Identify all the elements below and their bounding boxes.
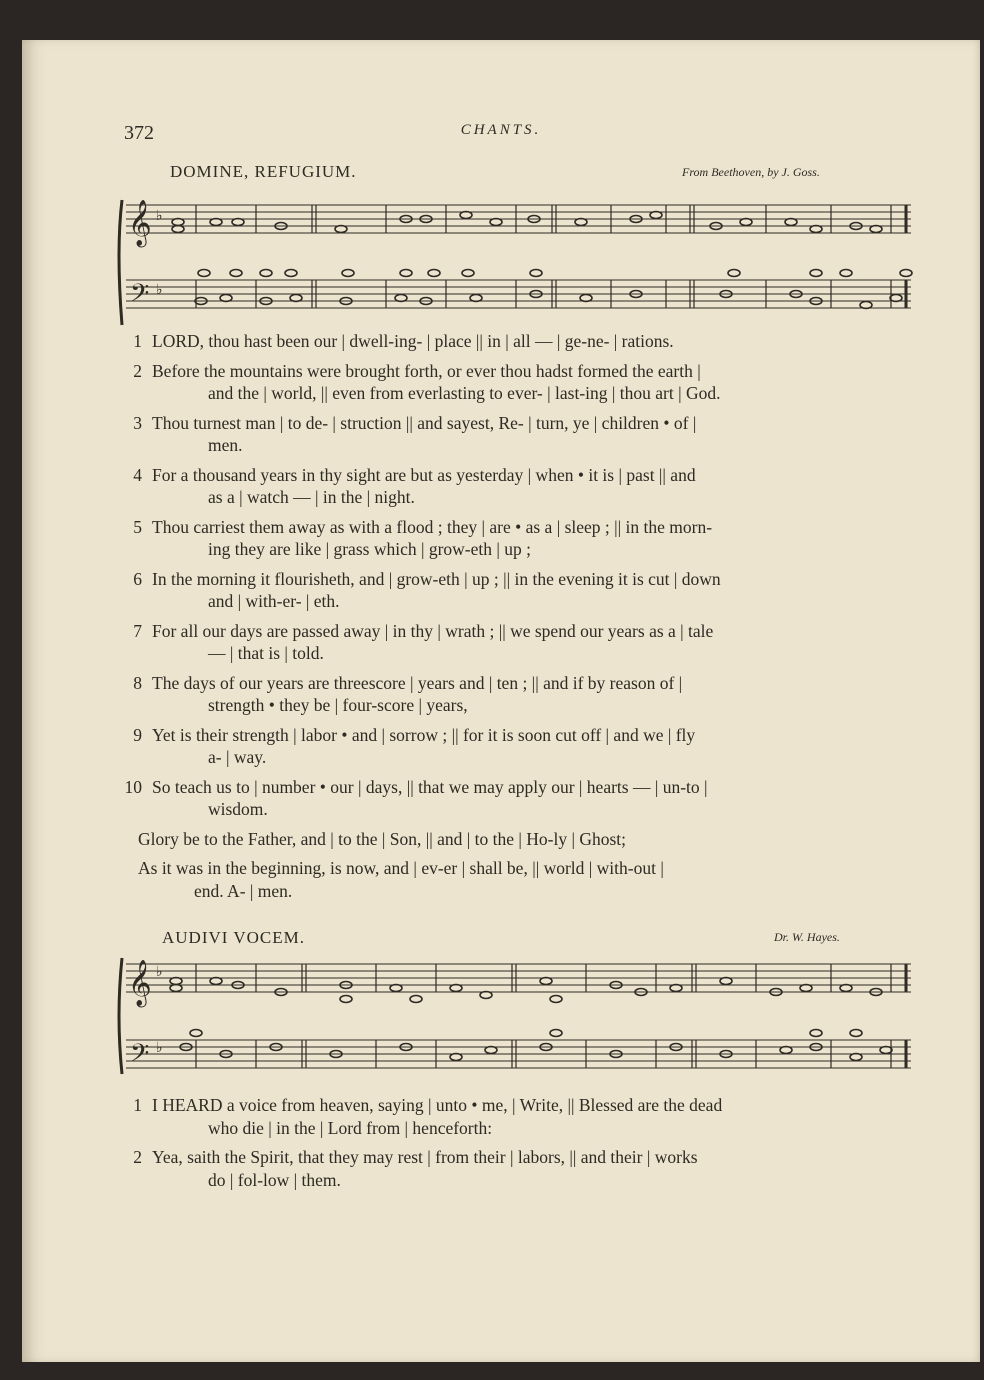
attribution-goss: From Beethoven, by J. Goss. [682,165,820,179]
chant1-verses [126,330,912,909]
svg-text:♭: ♭ [156,208,163,224]
verse-number: 8 [133,672,142,693]
verse-number: 1 [133,1095,142,1115]
verse-text: For a thousand years in thy sight are but as yesterday | when • it is | past || and as a | watch — | in the | night. [152,464,696,507]
verse-text: I HEARD a voice from heaven, saying | unto • me, | Write, || Blessed are the dead who die | in the | Lord from | henceforth: [152,1095,723,1138]
svg-text:𝄞: 𝄞 [128,960,152,1006]
verse [126,672,912,717]
book-page [22,40,980,1362]
attribution-hayes: Dr. W. Hayes. [774,930,840,944]
verse [126,464,912,509]
music-score-domine [116,180,916,330]
verse-number: 3 [133,412,142,433]
svg-text:♭: ♭ [156,282,163,298]
gloria-text: Glory be to the Father, and | to the | Son, || and | to the | Ho-ly | Ghost; [138,828,626,849]
verse [126,360,912,405]
gloria-line [126,857,912,902]
verse [126,412,912,457]
verse [126,330,912,353]
chant-title-domine: DOMINE, REFUGIUM. [170,162,357,181]
verse-number: 4 [133,464,142,485]
gloria-line [126,828,912,851]
verse [126,568,912,613]
svg-text:𝄢: 𝄢 [130,279,150,314]
verse-number: 5 [133,516,142,537]
verse [126,516,912,561]
verse-text: Thou turnest man | to de- | struction || and sayest, Re- | turn, ye | children • of | men. [152,412,697,455]
verse-text: Thou carriest them away as with a flood ; they | are • as a | sleep ; || in the morn- ing they are like | grass which | grow-eth | up ; [152,516,713,559]
verse-number: 1 [133,331,142,351]
svg-text:𝄢: 𝄢 [130,1039,150,1074]
verse-text: The days of our years are threescore | years and | ten ; || and if by reason of | strength • they be | four-score | years, [152,672,683,715]
music-score-audivi [116,946,916,1096]
verse-text: Before the mountains were brought forth, or ever thou hadst formed the earth | and the | world, || even from everlasting to ever- | last-ing | thou art | God. [152,360,721,403]
chant-title-audivi: AUDIVI VOCEM. [162,928,306,947]
running-head: CHANTS. [460,122,542,138]
gloria-text: As it was in the beginning, is now, and | ev-er | shall be, || world | with-out | end. A- | men. [138,858,664,901]
verse-text: So teach us to | number • our | days, || that we may apply our | hearts — | un-to | wisdom. [152,776,708,819]
verse [126,1094,912,1139]
verse-text: For all our days are passed away | in thy | wrath ; || we spend our years as a | tale — | that is | told. [152,620,714,663]
verse-number: 10 [124,776,142,797]
verse-number: 2 [133,360,142,381]
verse-number: 9 [133,724,142,745]
chant2-verses [126,1094,912,1198]
verse-text: Yea, saith the Spirit, that they may rest | from their | labors, || and their | works do | fol-low | them. [152,1147,698,1190]
verse [126,1146,912,1191]
svg-text:♭: ♭ [156,1040,163,1056]
verse-text: In the morning it flourisheth, and | grow-eth | up ; || in the evening it is cut | down and | with-er- | eth. [152,568,721,611]
verse-number: 2 [133,1147,142,1167]
page-number: 372 [124,122,154,144]
verse [126,724,912,769]
verse-text: LORD, thou hast been our | dwell-ing- | place || in | all — | ge-ne- | rations. [152,331,674,351]
verse [126,620,912,665]
verse [126,776,912,821]
svg-text:♭: ♭ [156,964,163,980]
verse-number: 7 [133,620,142,641]
svg-text:𝄞: 𝄞 [128,200,152,246]
verse-number: 6 [133,568,142,589]
verse-text: Yet is their strength | labor • and | sorrow ; || for it is soon cut off | and we | fly a- | way. [152,724,696,767]
